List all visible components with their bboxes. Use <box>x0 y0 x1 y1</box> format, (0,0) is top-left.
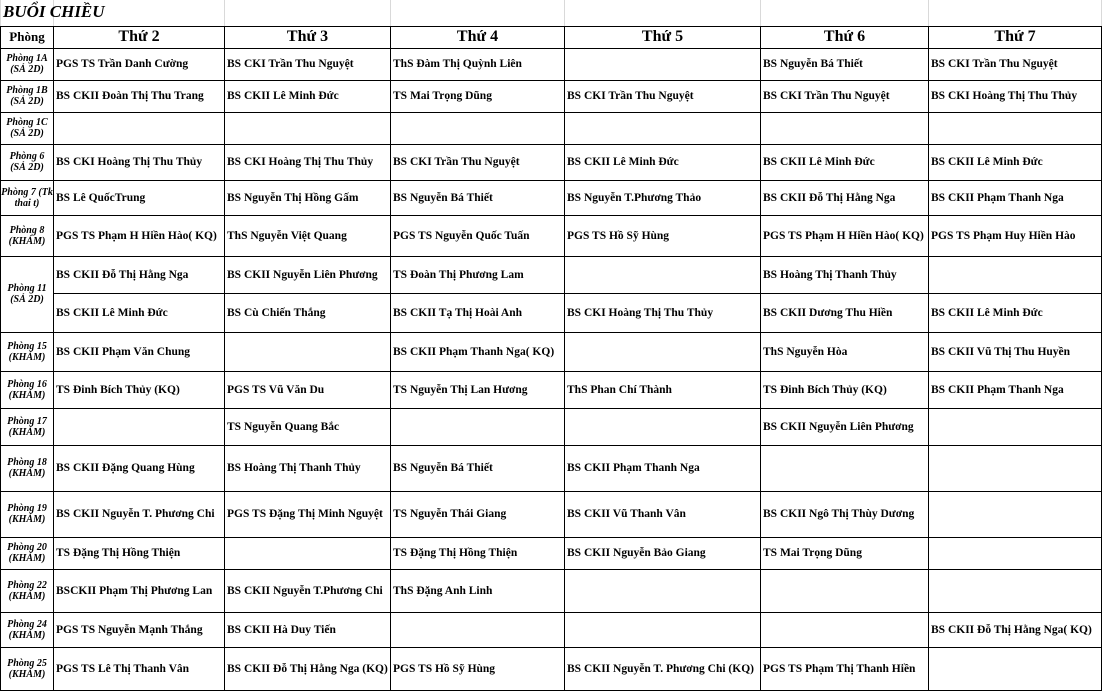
room-label: Phòng 22 (KHÁM) <box>1 569 54 612</box>
schedule-row <box>1 256 1102 293</box>
doctor-cell: BS CKII Đoàn Thị Thu Trang <box>54 80 225 112</box>
doctor-cell: BS CKII Đỗ Thị Hằng Nga <box>761 180 929 215</box>
doctor-cell: BS CKII Nguyễn T. Phương Chi (KQ) <box>565 647 761 690</box>
doctor-cell: BS Nguyễn Thị Hồng Gấm <box>225 180 391 215</box>
doctor-cell: BS CKI Hoàng Thị Thu Thủy <box>54 144 225 180</box>
schedule-row <box>1 371 1102 408</box>
doctor-cell <box>929 569 1102 612</box>
doctor-cell: BS Nguyễn Bá Thiết <box>761 48 929 80</box>
doctor-cell <box>225 332 391 371</box>
doctor-cell: PGS TS Phạm H Hiền Hào( KQ) <box>54 215 225 256</box>
doctor-cell: TS Mai Trọng Dũng <box>391 80 565 112</box>
room-label: Phòng 17 (KHÁM) <box>1 408 54 445</box>
room-label: Phòng 6 (SẢ 2D) <box>1 144 54 180</box>
doctor-cell: TS Đặng Thị Hồng Thiện <box>54 537 225 569</box>
doctor-cell: BS CKII Ngô Thị Thùy Dương <box>761 491 929 537</box>
doctor-cell <box>929 445 1102 491</box>
doctor-cell: BS Cù Chiến Thắng <box>225 293 391 332</box>
schedule-row <box>1 80 1102 112</box>
doctor-cell <box>929 647 1102 690</box>
schedule-row <box>1 144 1102 180</box>
doctor-cell <box>565 408 761 445</box>
doctor-cell: BS CKII Nguyễn Bảo Giang <box>565 537 761 569</box>
doctor-cell: TS Mai Trọng Dũng <box>761 537 929 569</box>
doctor-cell: BS CKII Nguyễn T. Phương Chi <box>54 491 225 537</box>
doctor-cell: PGS TS Phạm H Hiền Hào( KQ) <box>761 215 929 256</box>
doctor-cell: BS CKII Nguyễn Liên Phương <box>761 408 929 445</box>
doctor-cell <box>391 112 565 144</box>
schedule-row <box>1 491 1102 537</box>
doctor-cell: BS CKI Trần Thu Nguyệt <box>565 80 761 112</box>
schedule-row <box>1 332 1102 371</box>
room-label: Phòng 20 (KHÁM) <box>1 537 54 569</box>
doctor-cell <box>929 491 1102 537</box>
room-label: Phòng 1C (SẢ 2D) <box>1 112 54 144</box>
schedule-row <box>1 293 1102 332</box>
schedule-row <box>1 647 1102 690</box>
doctor-cell: BSCKII Phạm Thị Phương Lan <box>54 569 225 612</box>
doctor-cell: TS Đoàn Thị Phương Lam <box>391 256 565 293</box>
room-label: Phòng 24 (KHÁM) <box>1 612 54 647</box>
doctor-cell: BS CKI Trần Thu Nguyệt <box>929 48 1102 80</box>
doctor-cell <box>54 112 225 144</box>
doctor-cell: BS CKII Đỗ Thị Hằng Nga <box>54 256 225 293</box>
title-row <box>1 0 1102 26</box>
room-label: Phòng 15 (KHÁM) <box>1 332 54 371</box>
doctor-cell <box>565 569 761 612</box>
doctor-cell <box>565 332 761 371</box>
doctor-cell <box>565 612 761 647</box>
doctor-cell <box>225 537 391 569</box>
doctor-cell: BS CKII Đỗ Thị Hằng Nga( KQ) <box>929 612 1102 647</box>
schedule-row <box>1 48 1102 80</box>
doctor-cell: PGS TS Trần Danh Cường <box>54 48 225 80</box>
room-label: Phòng 16 (KHÁM) <box>1 371 54 408</box>
doctor-cell <box>391 612 565 647</box>
doctor-cell <box>929 256 1102 293</box>
doctor-cell: BS CKII Phạm Thanh Nga <box>565 445 761 491</box>
doctor-cell: PGS TS Nguyễn Mạnh Thắng <box>54 612 225 647</box>
header-row <box>1 26 1102 48</box>
doctor-cell: BS CKII Phạm Thanh Nga <box>929 180 1102 215</box>
doctor-cell: ThS Đàm Thị Quỳnh Liên <box>391 48 565 80</box>
doctor-cell: BS CKII Lê Minh Đức <box>929 293 1102 332</box>
doctor-cell: BS CKII Vũ Thanh Vân <box>565 491 761 537</box>
doctor-cell: PGS TS Phạm Huy Hiền Hào <box>929 215 1102 256</box>
doctor-cell <box>565 112 761 144</box>
schedule-row <box>1 112 1102 144</box>
schedule-row <box>1 537 1102 569</box>
doctor-cell: BS CKII Đặng Quang Hùng <box>54 445 225 491</box>
doctor-cell: BS CKII Lê Minh Đức <box>761 144 929 180</box>
room-label: Phòng 1A (SẢ 2D) <box>1 48 54 80</box>
doctor-cell: BS CKII Vũ Thị Thu Huyền <box>929 332 1102 371</box>
room-label: Phòng 19 (KHÁM) <box>1 491 54 537</box>
doctor-cell: PGS TS Lê Thị Thanh Vân <box>54 647 225 690</box>
day-header: Thứ 3 <box>225 26 391 48</box>
doctor-cell: BS CKII Dương Thu Hiền <box>761 293 929 332</box>
doctor-cell: BS Hoàng Thị Thanh Thủy <box>761 256 929 293</box>
doctor-cell: BS Nguyễn T.Phương Thảo <box>565 180 761 215</box>
doctor-cell: PGS TS Nguyễn Quốc Tuấn <box>391 215 565 256</box>
doctor-cell: BS CKII Lê Minh Đức <box>929 144 1102 180</box>
doctor-cell <box>761 112 929 144</box>
doctor-cell <box>761 569 929 612</box>
room-label: Phòng 7 (Tk thai t) <box>1 180 54 215</box>
doctor-cell: BS CKI Trần Thu Nguyệt <box>225 48 391 80</box>
doctor-cell: BS CKII Phạm Thanh Nga <box>929 371 1102 408</box>
doctor-cell: BS CKI Hoàng Thị Thu Thủy <box>929 80 1102 112</box>
doctor-cell: ThS Nguyễn Việt Quang <box>225 215 391 256</box>
doctor-cell <box>54 408 225 445</box>
doctor-cell: TS Đặng Thị Hồng Thiện <box>391 537 565 569</box>
room-label: Phòng 18 (KHÁM) <box>1 445 54 491</box>
doctor-cell: ThS Nguyễn Hòa <box>761 332 929 371</box>
doctor-cell: BS Lê QuốcTrung <box>54 180 225 215</box>
doctor-cell <box>565 256 761 293</box>
schedule-row <box>1 612 1102 647</box>
doctor-cell: PGS TS Đặng Thị Minh Nguyệt <box>225 491 391 537</box>
day-header: Thứ 5 <box>565 26 761 48</box>
day-header: Thứ 6 <box>761 26 929 48</box>
doctor-cell <box>929 112 1102 144</box>
doctor-cell: BS CKII Đỗ Thị Hằng Nga (KQ) <box>225 647 391 690</box>
day-header: Thứ 2 <box>54 26 225 48</box>
room-label: Phòng 8 (KHÁM) <box>1 215 54 256</box>
doctor-cell <box>929 537 1102 569</box>
doctor-cell: BS CKII Lê Minh Đức <box>225 80 391 112</box>
doctor-cell: BS CKII Phạm Văn Chung <box>54 332 225 371</box>
room-label: Phòng 1B (SẢ 2D) <box>1 80 54 112</box>
doctor-cell: BS Hoàng Thị Thanh Thủy <box>225 445 391 491</box>
schedule-row <box>1 180 1102 215</box>
doctor-cell: BS CKII Phạm Thanh Nga( KQ) <box>391 332 565 371</box>
room-label: Phòng 11 (SẢ 2D) <box>1 256 54 332</box>
doctor-cell <box>565 48 761 80</box>
doctor-cell: BS CKII Lê Minh Đức <box>565 144 761 180</box>
doctor-cell: BS CKII Tạ Thị Hoài Anh <box>391 293 565 332</box>
doctor-cell: BS CKII Hà Duy Tiến <box>225 612 391 647</box>
day-header: Thứ 4 <box>391 26 565 48</box>
schedule-row <box>1 569 1102 612</box>
doctor-cell: BS CKI Hoàng Thị Thu Thủy <box>565 293 761 332</box>
schedule-row <box>1 408 1102 445</box>
session-title: BUỔI CHIỀU <box>3 2 105 21</box>
doctor-cell: BS CKI Hoàng Thị Thu Thủy <box>225 144 391 180</box>
doctor-cell: TS Đinh Bích Thủy (KQ) <box>761 371 929 408</box>
doctor-cell <box>761 445 929 491</box>
doctor-cell: TS Nguyễn Quang Bắc <box>225 408 391 445</box>
room-column-header: Phòng <box>1 26 54 48</box>
schedule-row <box>1 215 1102 256</box>
doctor-cell: PGS TS Vũ Văn Du <box>225 371 391 408</box>
doctor-cell: TS Nguyễn Thái Giang <box>391 491 565 537</box>
doctor-cell <box>929 408 1102 445</box>
doctor-cell <box>761 612 929 647</box>
doctor-cell: BS CKII Nguyễn T.Phương Chi <box>225 569 391 612</box>
room-label: Phòng 25 (KHÁM) <box>1 647 54 690</box>
doctor-cell: BS CKI Trần Thu Nguyệt <box>391 144 565 180</box>
doctor-cell: BS CKII Nguyễn Liên Phương <box>225 256 391 293</box>
doctor-cell: PGS TS Hồ Sỹ Hùng <box>565 215 761 256</box>
doctor-cell: ThS Phan Chí Thành <box>565 371 761 408</box>
doctor-cell: BS CKI Trần Thu Nguyệt <box>761 80 929 112</box>
doctor-cell <box>225 112 391 144</box>
doctor-cell: ThS Đặng Anh Linh <box>391 569 565 612</box>
doctor-cell: PGS TS Phạm Thị Thanh Hiền <box>761 647 929 690</box>
doctor-cell: BS CKII Lê Minh Đức <box>54 293 225 332</box>
doctor-cell: PGS TS Hồ Sỹ Hùng <box>391 647 565 690</box>
doctor-cell: BS Nguyễn Bá Thiết <box>391 445 565 491</box>
doctor-cell: TS Nguyễn Thị Lan Hương <box>391 371 565 408</box>
day-header: Thứ 7 <box>929 26 1102 48</box>
doctor-cell <box>391 408 565 445</box>
doctor-cell: BS Nguyễn Bá Thiết <box>391 180 565 215</box>
schedule-row <box>1 445 1102 491</box>
doctor-cell: TS Đinh Bích Thủy (KQ) <box>54 371 225 408</box>
